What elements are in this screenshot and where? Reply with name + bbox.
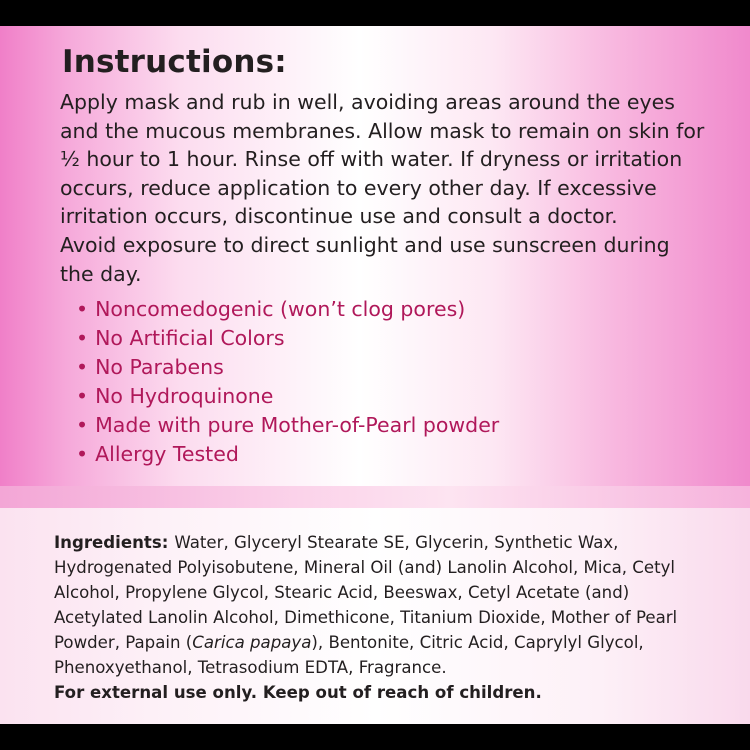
instructions-line: irritation occurs, discontinue use and consult a doctor. — [60, 204, 618, 229]
instructions-line: Avoid exposure to direct sunlight and use sunscreen during — [60, 232, 670, 257]
bullet-icon: • — [76, 326, 89, 350]
instructions-line: Apply mask and rub in well, avoiding areas around the eyes — [60, 90, 675, 114]
bullet-icon: • — [76, 355, 89, 379]
ingredients-line — [54, 630, 714, 655]
bullet-icon: • — [76, 384, 89, 408]
ingredients-line: Alcohol, Propylene Glycol, Stearic Acid, Beeswax, Cetyl Acetate (and) — [54, 583, 630, 602]
feature-item — [76, 440, 499, 469]
ingredients-line: Phenoxyethanol, Tetrasodium EDTA, Fragrance. — [54, 658, 447, 677]
feature-list — [76, 295, 499, 469]
ingredients-line-text: ), Bentonite, Citric Acid, Caprylyl Glycol, — [311, 633, 644, 652]
ingredients-line-text: Water, Glyceryl Stearate SE, Glycerin, Synthetic Wax, — [174, 533, 619, 552]
feature-item — [76, 295, 499, 324]
bullet-icon: • — [76, 297, 89, 321]
safety-warning: For external use only. Keep out of reach of children. — [54, 683, 542, 702]
feature-label: Allergy Tested — [95, 442, 239, 466]
feature-label: No Hydroquinone — [95, 384, 274, 408]
feature-label: Made with pure Mother-of-Pearl powder — [95, 413, 500, 437]
bullet-icon: • — [76, 442, 89, 466]
feature-item — [76, 411, 499, 440]
feature-label: No Parabens — [95, 355, 224, 379]
feature-label: No Artificial Colors — [95, 326, 285, 350]
feature-item — [76, 324, 499, 353]
instructions-heading: Instructions: — [62, 44, 287, 80]
ingredients-line — [54, 530, 714, 555]
ingredients-label: Ingredients: — [54, 533, 169, 552]
instructions-line: ½ hour to 1 hour. Rinse off with water. If dryness or irritation — [60, 147, 683, 172]
ingredients-text — [54, 530, 714, 680]
ingredients-line: Hydrogenated Polyisobutene, Mineral Oil (and) Lanolin Alcohol, Mica, Cetyl — [54, 558, 676, 577]
feature-item — [76, 382, 499, 411]
instructions-line: occurs, reduce application to every other day. If excessive — [60, 175, 657, 200]
instructions-line: the day. — [60, 261, 142, 286]
instructions-line: and the mucous membranes. Allow mask to remain on skin for — [60, 118, 705, 143]
bullet-icon: • — [76, 413, 89, 437]
panel-divider — [0, 486, 750, 508]
feature-label: Noncomedogenic (won’t clog pores) — [95, 297, 466, 321]
ingredients-line: Acetylated Lanolin Alcohol, Dimethicone, Titanium Dioxide, Mother of Pearl — [54, 608, 678, 627]
top-black-band — [0, 0, 750, 26]
bottom-black-band — [0, 724, 750, 750]
instructions-text — [60, 88, 720, 288]
feature-item — [76, 353, 499, 382]
botanical-name: Carica papaya — [192, 633, 312, 652]
ingredients-line-text: Powder, Papain ( — [54, 633, 193, 652]
